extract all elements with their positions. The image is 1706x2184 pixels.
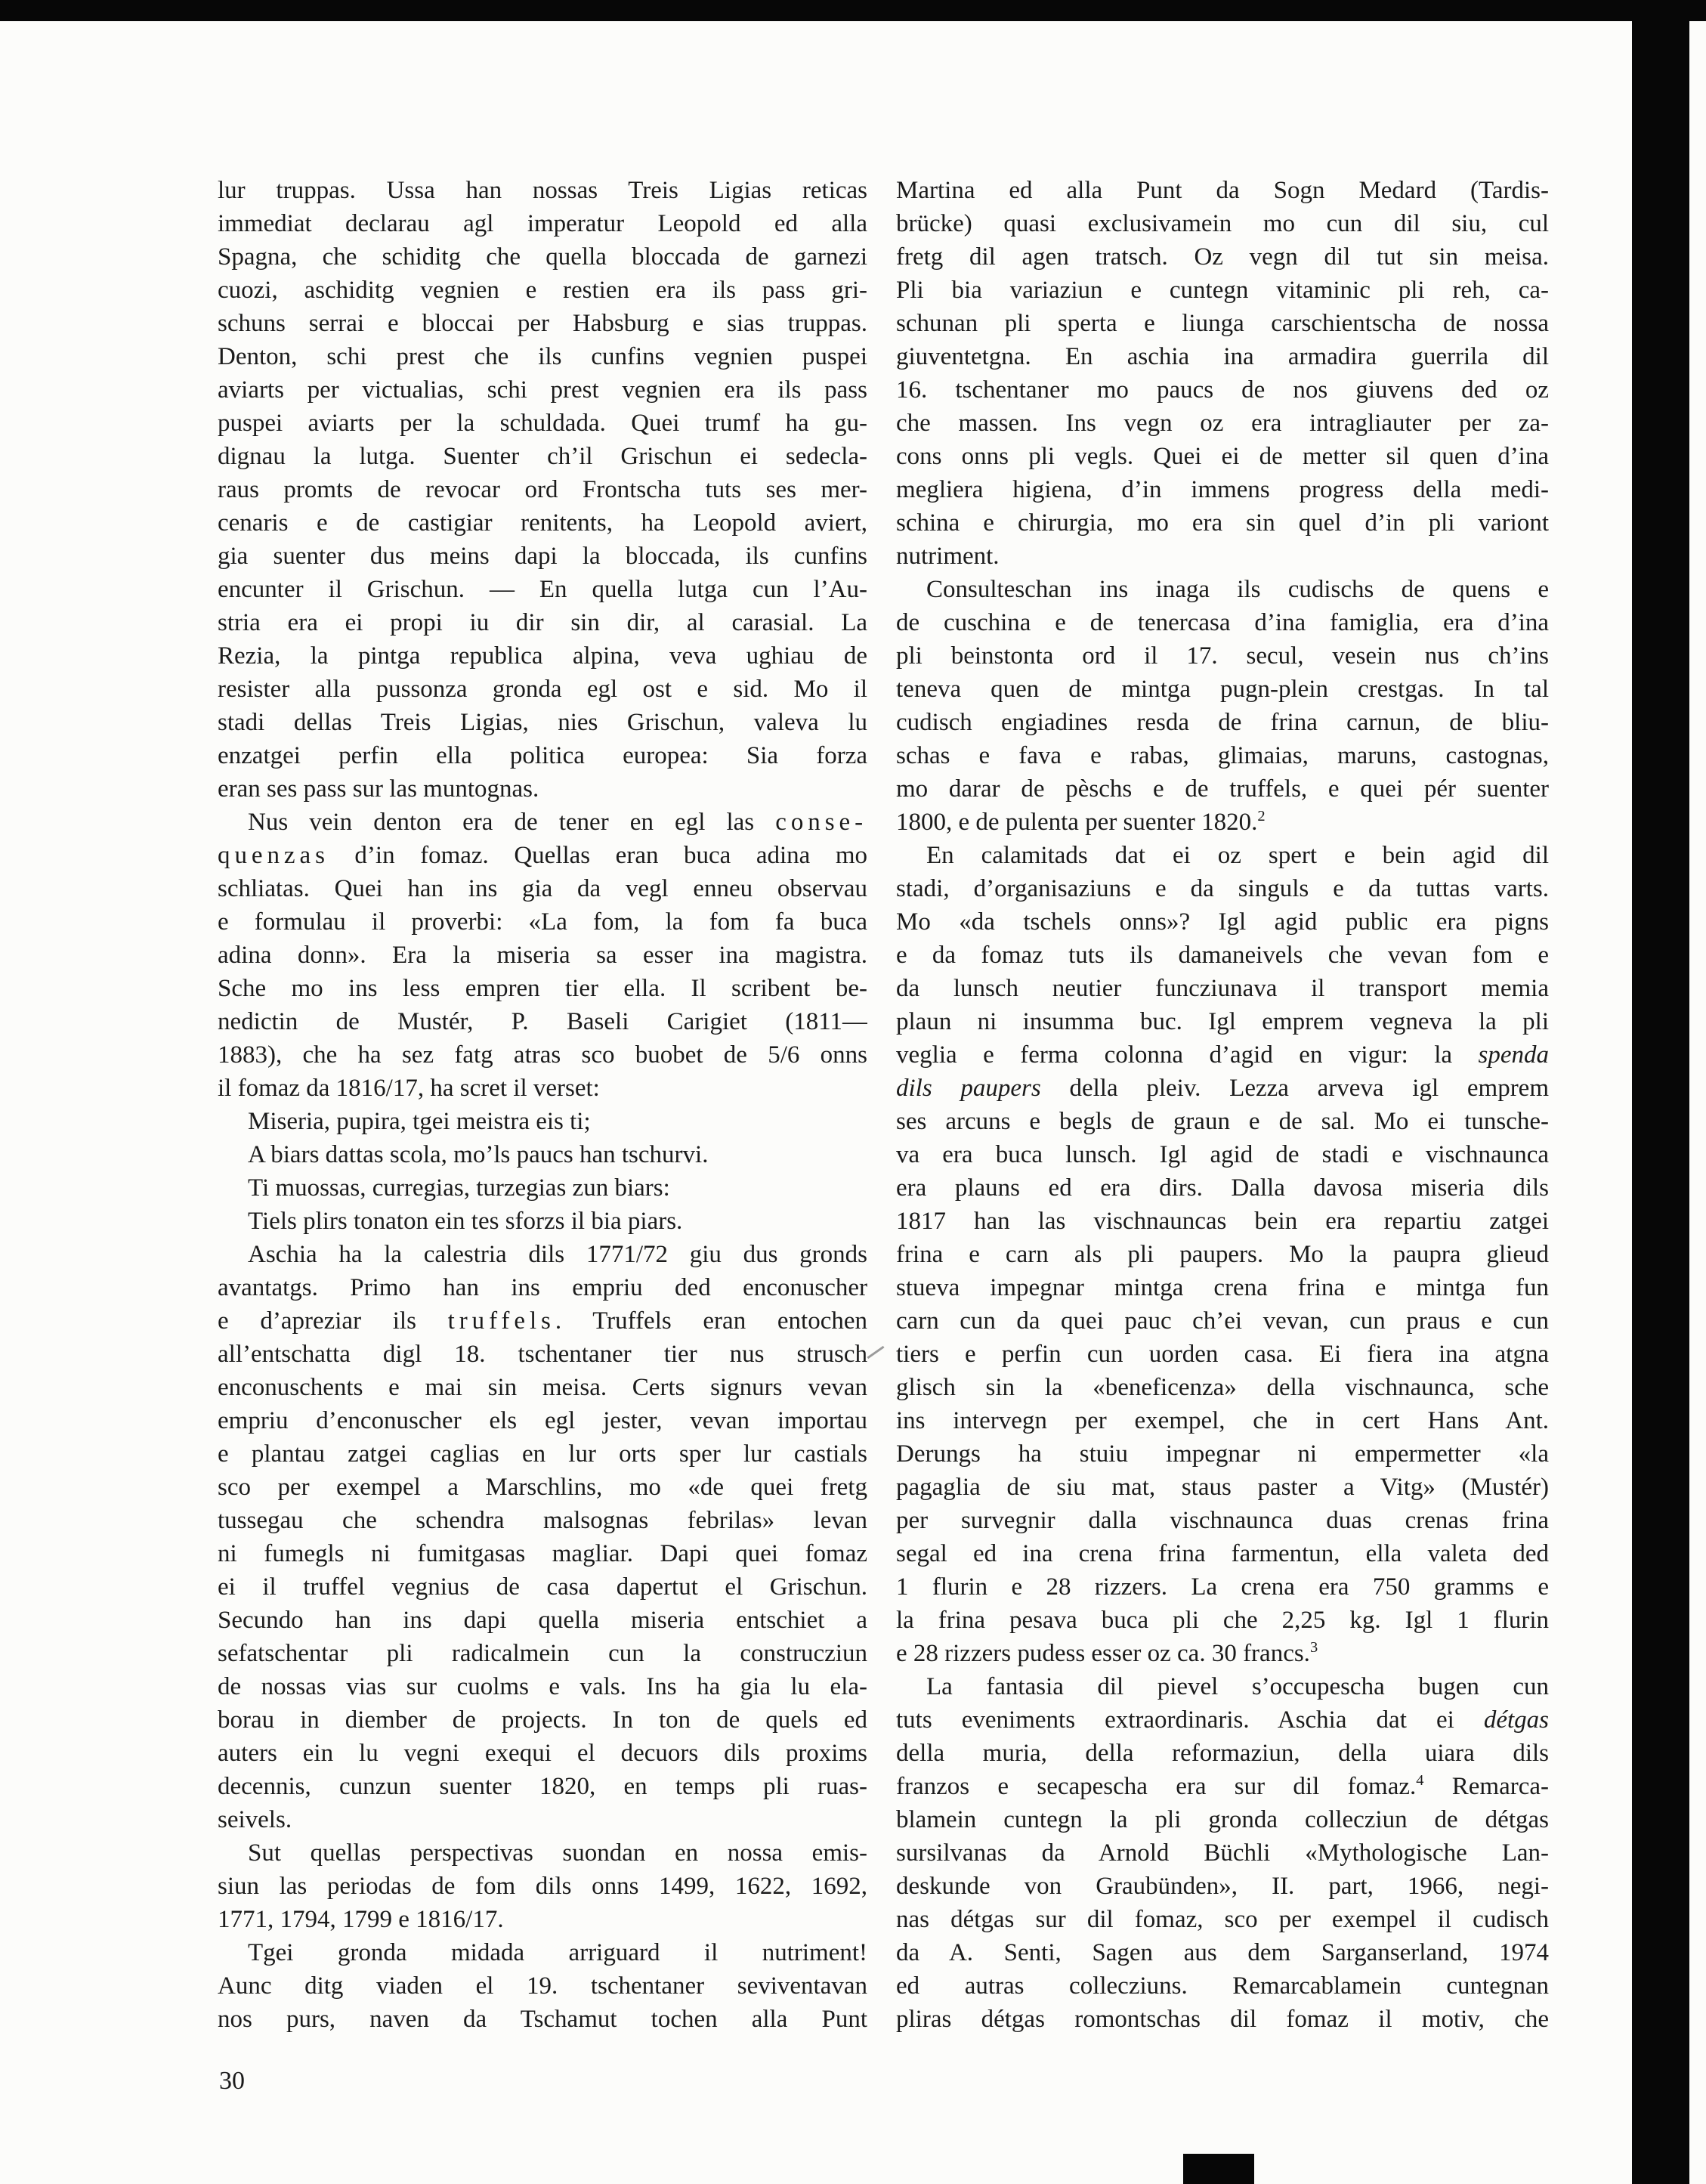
text-line (218, 606, 867, 639)
text-line (896, 1371, 1549, 1404)
text-line (218, 939, 867, 972)
text-line (218, 174, 867, 207)
text-line (896, 1471, 1549, 1504)
text-segment: Aschia ha la calestria dils 1771/72 giu dus gronds (248, 1241, 867, 1268)
text-line (896, 739, 1549, 772)
text-segment: détgas (1483, 1706, 1549, 1734)
text-line (218, 1304, 867, 1338)
text-segment: encunter il Grischun. — En quella lutga cun l’Au- (218, 576, 867, 603)
text-segment: 1800, e de pulenta per suenter 1820. (896, 809, 1258, 836)
text-segment: aviarts per victualias, schi prest vegnien era ils pass (218, 376, 867, 404)
text-line (896, 240, 1549, 274)
text-line (218, 673, 867, 706)
text-line (896, 1803, 1549, 1836)
text-line (218, 1437, 867, 1471)
text-line (218, 1836, 867, 1870)
text-line (218, 972, 867, 1005)
text-line (896, 1205, 1549, 1238)
text-line (218, 1471, 867, 1504)
text-segment: seivels. (218, 1806, 292, 1833)
text-segment: ei il truffel vegnius de casa dapertut el Grischun. (218, 1573, 867, 1601)
text-segment: Ti muossas, curregias, turzegias zun biars: (248, 1174, 670, 1202)
text-segment: va era buca lunsch. Igl agid de stadi e vischnaunca (896, 1141, 1549, 1168)
text-segment: stria era ei propi iu dir sin dir, al carasial. La (218, 609, 867, 636)
text-line (896, 1338, 1549, 1371)
text-line (896, 573, 1549, 606)
text-segment: enzatgei perfin ella politica europea: Sia forza (218, 742, 867, 769)
text-segment: schuns serrai e bloccai per Habsburg e sias truppas. (218, 310, 867, 337)
text-segment: gia suenter dus meins dapi la bloccada, ils cunfins (218, 543, 867, 570)
text-segment: de nossas vias sur cuolms e vals. Ins ha gia lu ela- (218, 1673, 867, 1700)
text-segment: quenzas (218, 842, 329, 869)
text-line (218, 706, 867, 739)
text-line (218, 1570, 867, 1604)
text-line (896, 1836, 1549, 1870)
text-segment: pliras détgas romontschas dil fomaz il motiv, che (896, 2006, 1549, 2033)
text-line (218, 1105, 867, 1138)
text-segment: Secundo han ins dapi quella miseria entschiet a (218, 1607, 867, 1634)
text-segment: dils paupers (896, 1075, 1041, 1102)
text-segment: della muria, della reformaziun, della uiara dils (896, 1740, 1549, 1767)
right-text-column (896, 174, 1549, 2036)
text-segment: stadi dellas Treis Ligias, nies Grischun, valeva lu (218, 709, 867, 736)
text-segment: per survegnir dalla vischnaunca duas crenas frina (896, 1507, 1549, 1534)
text-line (896, 1005, 1549, 1038)
text-segment: Derungs ha stuiu impegnar ni empermetter «la (896, 1440, 1549, 1468)
text-line (896, 1969, 1549, 2003)
text-line (218, 1005, 867, 1038)
text-segment: segal ed ina crena frina farmentun, ella valeta ded (896, 1540, 1549, 1567)
text-line (896, 1737, 1549, 1770)
text-line (896, 174, 1549, 207)
text-line (218, 1205, 867, 1238)
text-segment: eran ses pass sur las muntognas. (218, 775, 539, 803)
text-line (896, 340, 1549, 373)
text-line (218, 1604, 867, 1637)
text-segment: truffels (447, 1307, 555, 1335)
text-line (896, 207, 1549, 240)
text-line (896, 905, 1549, 939)
text-segment: veglia e ferma colonna d’agid en vigur: la (896, 1041, 1479, 1069)
text-line (896, 706, 1549, 739)
text-line (896, 1670, 1549, 1703)
text-line (896, 2003, 1549, 2036)
text-segment: cons onns pli vegls. Quei ei de metter sil quen d’ina (896, 443, 1549, 470)
text-line (218, 240, 867, 274)
text-line (218, 1870, 867, 1903)
text-line (218, 1338, 867, 1371)
left-text-column (218, 174, 867, 2036)
text-segment: stadi, d’organisaziuns e da singuls e da tuttas varts. (896, 875, 1549, 902)
text-line (896, 1537, 1549, 1570)
text-segment: fretg dil agen tratsch. Oz vegn dil tut sin meisa. (896, 243, 1549, 271)
text-segment: nutriment. (896, 543, 1000, 570)
text-line (218, 573, 867, 606)
text-segment: resister alla pussonza gronda egl ost e sid. Mo il (218, 676, 867, 703)
text-line (896, 639, 1549, 673)
text-line (218, 1171, 867, 1205)
text-line (896, 772, 1549, 806)
text-line (218, 1238, 867, 1271)
text-segment: e 28 rizzers pudess esser oz ca. 30 francs. (896, 1640, 1310, 1667)
text-line (896, 1404, 1549, 1437)
text-line (218, 1803, 867, 1836)
text-segment: che massen. Ins vegn oz era intragliauter per za- (896, 410, 1549, 437)
text-line (218, 639, 867, 673)
page-number: 30 (219, 2067, 245, 2095)
text-line (896, 1072, 1549, 1105)
text-line (896, 673, 1549, 706)
text-segment: Mo «da tschels onns»? Igl agid public era pigns (896, 908, 1549, 936)
text-line (218, 373, 867, 407)
text-line (218, 1371, 867, 1404)
text-segment: della pleiv. Lezza arveva igl emprem (1040, 1075, 1549, 1102)
text-segment: Tgei gronda midada arriguard il nutriment! (248, 1939, 867, 1966)
text-segment: borau in diember de projects. In ton de quels ed (218, 1706, 867, 1734)
text-segment: da lunsch neutier funcziunava il transport memia (896, 975, 1549, 1002)
text-segment: brücke) quasi exclusivamein mo cun dil siu, cul (896, 210, 1549, 237)
text-line (218, 274, 867, 307)
text-line (218, 905, 867, 939)
text-segment: conse- (775, 809, 867, 836)
text-line (896, 972, 1549, 1005)
text-line (218, 1703, 867, 1737)
text-segment: Miseria, pupira, tgei meistra eis ti; (248, 1108, 591, 1135)
text-segment: megliera higiena, d’in immens progress della medi- (896, 476, 1549, 503)
text-line (218, 207, 867, 240)
text-segment: nos purs, naven da Tschamut tochen alla Punt (218, 2006, 867, 2033)
text-segment: 1883), che ha sez fatg atras sco buobet de 5/6 onns (218, 1041, 867, 1069)
text-segment: frina e carn als pli paupers. Mo la paupra glieud (896, 1241, 1549, 1268)
text-segment: da A. Senti, Sagen aus dem Sarganserland, 1974 (896, 1939, 1549, 1966)
text-segment: schas e fava e rabas, glimaias, maruns, castognas, (896, 742, 1549, 769)
text-line (896, 373, 1549, 407)
text-line (218, 1770, 867, 1803)
text-segment: 1771, 1794, 1799 e 1816/17. (218, 1906, 504, 1933)
text-segment: franzos e secapescha era sur dil fomaz. (896, 1773, 1417, 1800)
text-segment: nedictin de Mustér, P. Baseli Carigiet (1811— (218, 1008, 867, 1035)
text-segment: all’entschatta digl 18. tschentaner tier nus strusch (218, 1341, 867, 1368)
scan-edge-top (0, 0, 1706, 21)
text-line (218, 540, 867, 573)
scan-edge-right (1632, 0, 1689, 2184)
text-segment: 1817 han las vischnauncas bein era repartiu zatgei (896, 1208, 1549, 1235)
text-segment: Rezia, la pintga republica alpina, veva ughiau de (218, 642, 867, 670)
text-segment: pli beinstonta ord il 17. secul, vesein nus ch’ins (896, 642, 1549, 670)
text-segment: blamein cuntegn la pli gronda collecziun de détgas (896, 1806, 1549, 1833)
text-segment: decennis, cunzun suenter 1820, en temps pli ruas- (218, 1773, 867, 1800)
text-segment: giuventetgna. En aschia ina armadira guerrila dil (896, 343, 1549, 370)
text-segment: spenda (1478, 1041, 1549, 1069)
text-segment: d’in fomaz. Quellas eran buca adina mo (329, 842, 867, 869)
text-line (218, 772, 867, 806)
text-segment: sefatschentar pli radicalmein cun la construcziun (218, 1640, 867, 1667)
text-line (896, 1637, 1549, 1670)
text-segment: pagaglia de siu mat, staus paster a Vitg» (Mustér) (896, 1474, 1549, 1501)
text-segment: plaun ni insumma buc. Igl emprem vegneva la pli (896, 1008, 1549, 1035)
text-segment: 4 (1416, 1772, 1424, 1789)
text-line (218, 1637, 867, 1670)
text-segment: La fantasia dil pievel s’occupescha bugen cun (926, 1673, 1549, 1700)
text-segment: era plauns ed era dirs. Dalla davosa miseria dils (896, 1174, 1549, 1202)
text-line (896, 407, 1549, 440)
text-line (896, 1870, 1549, 1903)
text-segment: glisch sin la «beneficenza» della vischnaunca, sche (896, 1374, 1549, 1401)
text-segment: Nus vein denton era de tener en egl las (248, 809, 776, 836)
text-line (896, 606, 1549, 639)
text-segment: Pli bia variaziun e cuntegn vitaminic pli reh, ca- (896, 277, 1549, 304)
text-segment: immediat declarau agl imperatur Leopold ed alla (218, 210, 867, 237)
text-line (896, 506, 1549, 540)
text-segment: schunan pli sperta e liunga carschientscha de nossa (896, 310, 1549, 337)
text-line (896, 1437, 1549, 1471)
text-segment: e d’apreziar ils (218, 1307, 448, 1335)
text-segment: carn cun da quei pauc ch’ei vevan, cun praus e cun (896, 1307, 1549, 1335)
text-segment: . Truffels eran entochen (555, 1307, 867, 1335)
text-segment: Aunc ditg viaden el 19. tschentaner seviventavan (218, 1972, 867, 2000)
text-segment: puspei aviarts per la schuldada. Quei trumf ha gu- (218, 410, 867, 437)
text-line (896, 1770, 1549, 1803)
text-segment: Consulteschan ins inaga ils cudischs de quens e (926, 576, 1549, 603)
text-line (896, 1703, 1549, 1737)
text-line (218, 1936, 867, 1969)
text-segment: 16. tschentaner mo paucs de nos giuvens ded oz (896, 376, 1549, 404)
text-line (896, 1570, 1549, 1604)
text-segment: teneva quen de mintga pugn-plein crestgas. In tal (896, 676, 1549, 703)
text-line (896, 1105, 1549, 1138)
text-segment: Sche mo ins less empren tier ella. Il scribent be- (218, 975, 867, 1002)
pen-mark (867, 1346, 884, 1359)
text-segment: siun las periodas de fom dils onns 1499, 1622, 1692, (218, 1873, 867, 1900)
text-line (896, 1604, 1549, 1637)
text-line (896, 1138, 1549, 1171)
text-line (218, 1504, 867, 1537)
text-segment: deskunde von Graubünden», II. part, 1966, negi- (896, 1873, 1549, 1900)
text-line (896, 540, 1549, 573)
text-segment: 3 (1309, 1639, 1318, 1656)
text-line (896, 939, 1549, 972)
text-segment: auters ein lu vegni exequi el decuors dils proxims (218, 1740, 867, 1767)
text-segment: e formulau il proverbi: «La fom, la fom fa buca (218, 908, 867, 936)
text-segment: adina donn». Era la miseria sa esser ina magistra. (218, 942, 867, 969)
text-segment: mo darar de pèschs e de truffels, e quei pér suenter (896, 775, 1549, 803)
text-segment: il fomaz da 1816/17, ha scret il verset: (218, 1075, 600, 1102)
text-line (218, 340, 867, 373)
text-segment: de cuschina e de tenercasa d’ina famiglia, era d’ina (896, 609, 1549, 636)
text-line (896, 1304, 1549, 1338)
text-segment: cenaris e de castigiar renitents, ha Leopold aviert, (218, 509, 867, 537)
text-line (218, 1737, 867, 1770)
text-segment: sco per exempel a Marschlins, mo «de quei fretg (218, 1474, 867, 1501)
text-segment: Martina ed alla Punt da Sogn Medard (Tardis- (896, 177, 1549, 204)
text-segment: Denton, schi prest che ils cunfins vegnien puspei (218, 343, 867, 370)
text-line (896, 1171, 1549, 1205)
text-segment: cudisch engiadines resda de frina carnun, de bliu- (896, 709, 1549, 736)
text-segment: stueva impegnar mintga crena frina e mintga fun (896, 1274, 1549, 1301)
text-segment: 2 (1257, 808, 1266, 824)
text-segment: enconuschents e mai sin meisa. Certs signurs vevan (218, 1374, 867, 1401)
text-segment: sursilvanas da Arnold Büchli «Mythologische Lan- (896, 1839, 1549, 1867)
text-segment: la frina pesava buca pli che 2,25 kg. Igl 1 flurin (896, 1607, 1549, 1634)
text-segment: A biars dattas scola, mo’ls paucs han tschurvi. (248, 1141, 709, 1168)
text-line (218, 1038, 867, 1072)
text-segment: tussegau che schendra malsognas febrilas» levan (218, 1507, 867, 1534)
text-segment: cuozi, aschiditg vegnien e restien era ils pass gri- (218, 277, 867, 304)
text-line (218, 1969, 867, 2003)
text-line (218, 1537, 867, 1570)
text-line (218, 839, 867, 872)
text-segment: raus promts de revocar ord Frontscha tuts ses mer- (218, 476, 867, 503)
text-line (896, 839, 1549, 872)
text-line (218, 307, 867, 340)
text-segment: lur truppas. Ussa han nossas Treis Ligias reticas (218, 177, 867, 204)
text-line (218, 473, 867, 506)
text-line (896, 1936, 1549, 1969)
text-segment: Tiels plirs tonaton ein tes sforzs il bia piars. (248, 1208, 683, 1235)
text-line (218, 872, 867, 905)
text-segment: e plantau zatgei caglias en lur orts sper lur castials (218, 1440, 867, 1468)
text-line (896, 1271, 1549, 1304)
scan-edge-bottom-mark (1183, 2154, 1254, 2184)
text-segment: Spagna, che schiditg che quella bloccada de garnezi (218, 243, 867, 271)
text-line (896, 274, 1549, 307)
text-segment: ni fumegls ni fumitgasas magliar. Dapi quei fomaz (218, 1540, 867, 1567)
text-segment: tiers e perfin cun uorden casa. Ei fiera ina atgna (896, 1341, 1549, 1368)
text-segment: empriu d’enconuscher els egl jester, vevan importau (218, 1407, 867, 1434)
text-segment: tuts eveniments extraordinaris. Aschia dat ei (896, 1706, 1484, 1734)
text-line (896, 307, 1549, 340)
text-segment: schliatas. Quei han ins gia da vegl enneu observau (218, 875, 867, 902)
text-line (896, 440, 1549, 473)
text-segment: avantatgs. Primo han ins empriu ded enconuscher (218, 1274, 867, 1301)
text-line (896, 872, 1549, 905)
text-line (218, 1072, 867, 1105)
text-segment: Sut quellas perspectivas suondan en nossa emis- (248, 1839, 867, 1867)
text-segment: Remarca- (1423, 1773, 1549, 1800)
text-segment: ses arcuns e begls de graun e de sal. Mo ei tunsche- (896, 1108, 1549, 1135)
text-line (218, 1903, 867, 1936)
text-segment: e da fomaz tuts ils damaneivels che vevan fom e (896, 942, 1549, 969)
text-line (218, 1670, 867, 1703)
text-line (896, 806, 1549, 839)
text-line (896, 1238, 1549, 1271)
text-line (218, 1271, 867, 1304)
text-line (218, 506, 867, 540)
text-segment: schina e chirurgia, mo era sin quel d’in pli variont (896, 509, 1549, 537)
text-line (896, 473, 1549, 506)
text-segment: En calamitads dat ei oz spert e bein agid dil (926, 842, 1549, 869)
text-line (218, 407, 867, 440)
text-line (896, 1504, 1549, 1537)
text-line (218, 2003, 867, 2036)
text-segment: 1 flurin e 28 rizzers. La crena era 750 gramms e (896, 1573, 1549, 1601)
text-segment: ins intervegn per exempel, che in cert Hans Ant. (896, 1407, 1549, 1434)
text-segment: ed autras collecziuns. Remarcablamein cuntegnan (896, 1972, 1549, 2000)
text-line (896, 1038, 1549, 1072)
text-line (218, 440, 867, 473)
text-line (218, 1138, 867, 1171)
text-segment: dignau la lutga. Suenter ch’il Grischun ei sedecla- (218, 443, 867, 470)
text-segment: nas détgas sur dil fomaz, sco per exempel il cudisch (896, 1906, 1549, 1933)
text-line (218, 806, 867, 839)
text-line (896, 1903, 1549, 1936)
text-line (218, 739, 867, 772)
text-line (218, 1404, 867, 1437)
